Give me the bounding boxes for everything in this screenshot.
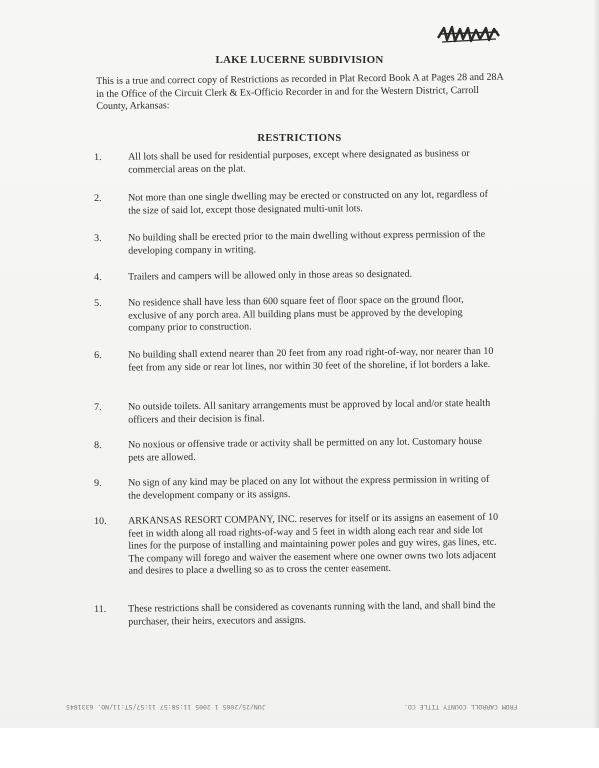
item-text: No building shall be erected prior to the main dwelling without express permission of the developing company in writing. xyxy=(127,228,486,257)
item-text: All lots shall be used for residential purposes, except where designated as business or commercial areas on the plat. xyxy=(127,148,470,176)
handwritten-mark-icon xyxy=(436,24,502,46)
item-text: No sign of any kind may be placed on any lot without the express permission in writing of the development company or its assigns. xyxy=(127,473,490,502)
bottom-margin xyxy=(0,728,599,768)
item-number: 10. xyxy=(94,515,107,527)
item-number: 3. xyxy=(94,232,102,244)
item-number: 4. xyxy=(94,271,102,283)
item-text: Trailers and campers will be allowed only in those areas so designated. xyxy=(127,268,413,283)
item-text: No outside toilets. All sanitary arrangements must be approved by local and/or state health officers and their decision is final. xyxy=(127,397,491,426)
item-number: 6. xyxy=(94,349,102,361)
item-text: No building shall extend nearer than 20 feet from any road right-of-way, nor nearer than 10 feet from any side or rear lot lines, nor within 30 feet of the shoreline, if lot borders a lake. xyxy=(127,345,494,374)
item-text: Not more than one single dwelling may be erected or constructed on any lot, regardless of the size of said lot, except those designated multi-unit lots. xyxy=(127,188,488,217)
item-number: 7. xyxy=(94,401,102,413)
fax-header-timestamp: JUN/25/2005 1 2005 11:58:57 11:57/ST:11/NO. 6331845 xyxy=(66,703,266,711)
item-number: 8. xyxy=(94,439,102,451)
item-text: These restrictions shall be considered as covenants running with the land, and shall bind the purchaser, their heirs, executors and assigns. xyxy=(127,599,496,628)
item-text: No residence shall have less than 600 square feet of floor space on the ground floor, exclusive of any porch area. All building plans must be approved by the developing company prior to construction. xyxy=(127,294,464,334)
item-number: 11. xyxy=(94,603,107,615)
item-number: 5. xyxy=(94,297,102,309)
section-heading: RESTRICTIONS xyxy=(257,133,342,144)
item-number: 2. xyxy=(94,192,102,204)
item-text: ARKANSAS RESORT COMPANY, INC. reserves for itself or its assigns an easement of 10 feet in width along all road rights-of-way and 5 feet in width along each rear and side lot lines for the purpose of installing and maintaining power poles and guy wires, gas lines, etc. The company will forego and waiver the easement where one owner owns two lots adjacent and desires to place a dwelling so as to cross the center easement. xyxy=(127,511,499,577)
intro-paragraph: This is a true and correct copy of Restrictions as recorded in Plat Record Book A at Pages 28 and 28A in the Office of the Circuit Clerk & Ex-Officio Recorder in and for the Western District, Carroll County, Arkansas: xyxy=(96,71,504,112)
fax-header-sender: FROM CARROLL COUNTY TITLE CO. xyxy=(404,703,518,711)
item-number: 1. xyxy=(94,151,102,163)
page-edge-shadow xyxy=(593,0,599,768)
item-text: No noxious or offensive trade or activity shall be permitted on any lot. Customary house pets are allowed. xyxy=(127,435,483,464)
item-number: 9. xyxy=(94,477,102,489)
document-title: LAKE LUCERNE SUBDIVISION xyxy=(215,54,384,66)
